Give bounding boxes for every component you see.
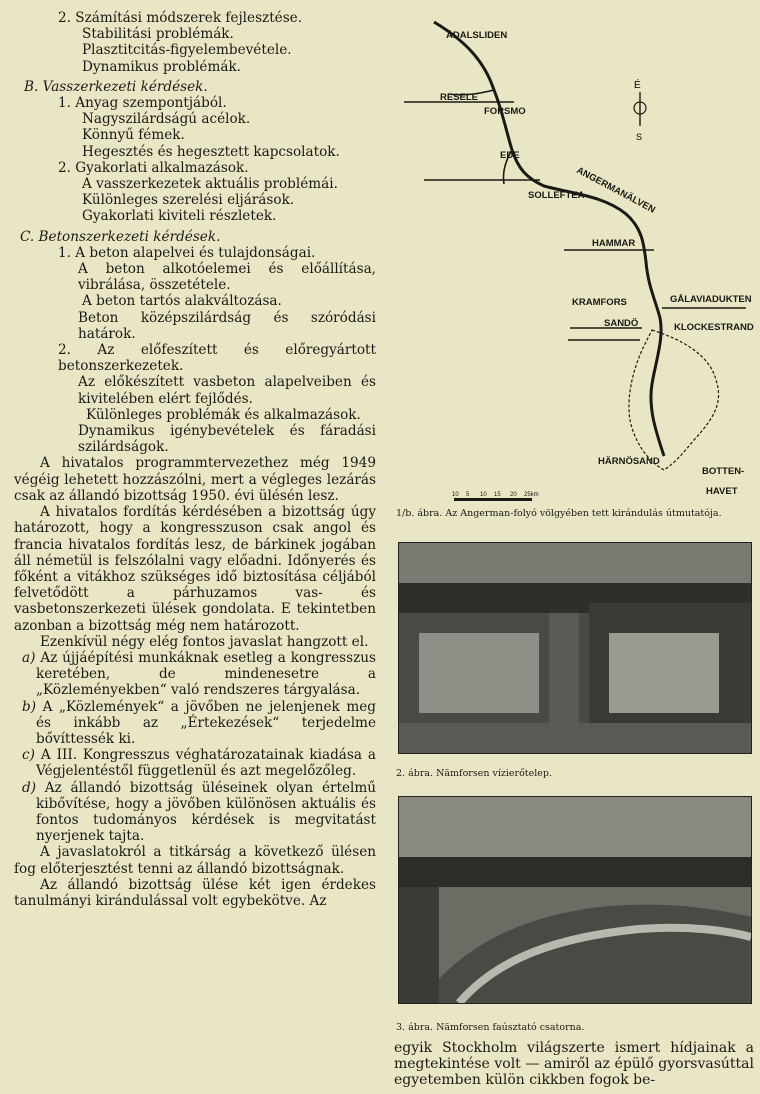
suggestion-text: Az újjáépítési munkáknak esetleg a kongresszus keretében, de mindenesetre a „Közleményekben“ való rendszeres tárgyalása. — [36, 649, 376, 699]
right-body-text — [394, 1040, 754, 1088]
list-subitem: Különleges szerelési eljárások. — [82, 192, 295, 209]
suggestion-item — [14, 699, 376, 748]
compass-south: S — [636, 132, 643, 142]
list-subitem: Gyakorlati kiviteli részletek. — [82, 208, 277, 225]
map-label: HAMMAR — [592, 238, 636, 249]
paragraph: A javaslatokról a titkárság a következő ülésen fog előterjesztést tenni az állandó bizottságnak. — [14, 844, 376, 877]
photo-power-station — [398, 542, 752, 754]
list-subitem: Hegesztés és hegesztett kapcsolatok. — [82, 143, 340, 160]
coast-line — [629, 330, 719, 470]
map-label: HÄRNÖSAND — [598, 456, 660, 467]
suggestion-item — [14, 650, 376, 699]
list-subitem: Plasztitcitás-figyelembevétele. — [82, 42, 292, 59]
map-label: SANDÖ — [604, 318, 639, 329]
map-label: HAVET — [706, 486, 738, 497]
paragraph: egyik Stockholm világszerte ismert hídjainak a megtekintése volt — amiről az épülő gyorsvasúttal egyetemben külön cikkben fogok be- — [394, 1040, 754, 1088]
left-column — [14, 10, 376, 909]
list-subitem: Az előkészített vasbeton alapelveiben és kivitelében elért fejlődés. — [78, 374, 376, 407]
map-label: FORSMO — [484, 106, 526, 117]
scale-label: 15 — [494, 492, 501, 498]
list-item: 1. Anyag szempontjából. — [58, 95, 227, 112]
map-label: EDE — [500, 150, 520, 161]
map-label: GÅLAVIADUKTEN — [670, 294, 752, 305]
list-subitem: Könnyű fémek. — [82, 127, 185, 144]
scale-bar — [452, 492, 539, 501]
list-subitem: A beton alkotóelemei és előállítása, vibrálása, összetétele. — [78, 261, 376, 294]
compass-north: É — [634, 80, 641, 91]
list-subitem: A vasszerkezetek aktuális problémái. — [82, 176, 338, 193]
map-label: ANGERMANÄLVEN — [574, 164, 657, 216]
map-label: ÅDALSLIDEN — [446, 30, 508, 41]
suggestion-mark: b) — [22, 698, 37, 715]
photo-log-channel — [398, 796, 752, 1004]
list-subitem: Dynamikus problémák. — [82, 58, 241, 75]
suggestion-mark: d) — [22, 779, 37, 796]
river-map — [394, 0, 760, 506]
figure2-caption: 2. ábra. Nämforsen vízierőtelep. — [396, 768, 553, 779]
scale-label: 5 — [466, 492, 470, 498]
paragraph: A hivatalos fordítás kérdésében a bizottság úgy határozott, hogy a kongresszuson csak angol és francia hivatalos fordítás lesz, de bárkinek jogában áll németül is felszólalni vagy előadni. Időnyerés és főként a vitákhoz szükséges idő biztosítása céljából felvetődött a párhuzamos vas- és vasbetonszerkezeti ülések gondolata. E tekintetben azonban a bizottság még nem határozott. — [14, 504, 376, 634]
scale-label: 20 — [510, 492, 517, 498]
list-subitem: Beton középszilárdság és szóródási határok. — [78, 309, 376, 342]
suggestion-mark: c) — [22, 747, 35, 764]
suggestion-item — [14, 747, 376, 779]
scale-label: 10 — [480, 492, 487, 498]
map-label: BOTTEN- — [702, 466, 745, 477]
list-subitem: A beton tartós alakváltozása. — [82, 293, 282, 310]
compass-rose — [634, 92, 646, 126]
section-heading: C. Betonszerkezeti kérdések. — [20, 228, 221, 245]
river-branch — [448, 90, 512, 184]
suggestion-item — [14, 780, 376, 845]
suggestion-text: Az állandó bizottság üléseinek olyan értelmű kibővítése, hogy a jövőben különösen aktuális és fontos tudományos kérdések is megvitatást nyerjenek tajta. — [36, 779, 376, 845]
paragraph: Az állandó bizottság ülése két igen érdekes tanulmányi kirándulással volt egybekötve. Az — [14, 876, 376, 909]
paragraph: A hivatalos programmtervezethez még 1949 végéig lehetett hozzászólni, mert a végleges lezárás csak az állandó bizottság 1950. évi ülésén lesz. — [14, 455, 376, 504]
list-item: 2. Az előfeszített és előregyártott betonszerkezetek. — [58, 342, 376, 375]
map-label: SOLLEFTEA — [528, 190, 585, 201]
section-heading: B. Vasszerkezeti kérdések. — [24, 78, 208, 95]
map-caption: 1/b. ábra. Az Angerman-folyó völgyében tett kirándulás útmutatója. — [396, 508, 722, 519]
list-subitem: Stabilitási problémák. — [82, 26, 234, 43]
paragraph: Ezenkívül négy elég fontos javaslat hangzott el. — [40, 633, 369, 650]
map-label: KLOCKESTRAND — [674, 322, 754, 333]
scale-label: 25km — [524, 492, 539, 498]
list-item: 1. A beton alapelvei és tulajdonságai. — [58, 244, 316, 261]
suggestion-text: A III. Kongresszus véghatározatainak kiadása a Végjelentéstől függetlenül és azt megelőzőleg. — [36, 747, 376, 780]
list-subitem: Különleges problémák és alkalmazások. — [86, 406, 361, 423]
suggestion-text: A „Közlemények“ a jövőben ne jelenjenek meg és inkább az „Értekezések“ terjedelme bővíttessék ki. — [36, 698, 376, 747]
map-label: RESELE — [440, 92, 479, 103]
list-item: 2. Számítási módszerek fejlesztése. — [58, 10, 303, 26]
scale-label: 10 — [452, 492, 459, 498]
list-item: 2. Gyakorlati alkalmazások. — [58, 159, 249, 176]
list-subitem: Dynamikus igénybevételek és fáradási szilárdságok. — [78, 423, 376, 456]
map-label: KRAMFORS — [572, 297, 627, 308]
suggestion-mark: a) — [22, 649, 36, 666]
figure3-caption: 3. ábra. Nämforsen faúsztató csatorna. — [396, 1022, 585, 1033]
list-subitem: Nagyszilárdságú acélok. — [82, 111, 251, 128]
